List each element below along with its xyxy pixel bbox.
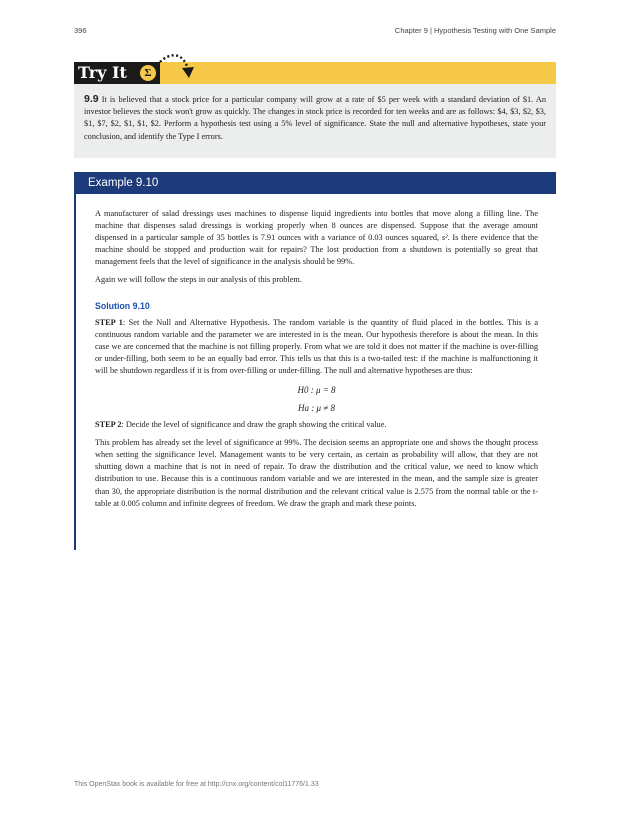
alternative-hypothesis: Ha : μ ≠ 8 xyxy=(298,403,335,414)
example-body xyxy=(74,194,556,550)
page-number: 396 xyxy=(74,26,87,35)
exercise-text: It is believed that a stock price for a particular company will grow at a rate of $5 per week with a standard deviation of $1. An investor believes the stock won't grow as quickly. The changes in stock price is recorded for ten weeks and are as follows: $4, $3, $2, $3, $1, $7, $2, $1, $1, $2. Perform a hypothesis test using a 5% level of significance. State the null and alternative hypotheses, state your conclusion, and identify the Type I errors. xyxy=(84,95,546,141)
chapter-heading xyxy=(395,26,556,35)
try-it-banner xyxy=(74,62,556,84)
step2-label: STEP 2 xyxy=(95,420,122,430)
example-title-bar xyxy=(74,172,556,194)
variance-symbol: s² xyxy=(441,233,448,243)
example-title: Example 9.10 xyxy=(88,177,159,189)
significance-paragraph: This problem has already set the level of significance at 99%. The decision seems an appropriate one and shows the thought process when setting the significance level. Management wants to be very certain, as certain as probability will allow, that they are not shutting down a machine that is not in need of repair. To draw the distribution and the critical value, we need to know which distribution to use. Because this is a continuous random variable and we are interested in the mean, and the sample size is greater than 30, the appropriate distribution is the normal distribution and the relevant critical value is 2.575 from the normal table or the t-table at 0.005 column and infinite degrees of freedom. We draw the graph and mark these points. xyxy=(95,438,538,508)
page-footer: This OpenStax book is available for free at http://cnx.org/content/col11776/1.33 xyxy=(74,781,319,788)
example-problem-paragraph: A manufacturer of salad dressings uses machines to dispense liquid ingredients into bottles that move along a filling line. The machine that dispenses salad dressings is working properly when 8 ounces are dispensed. Suppose that the average amount dispensed in a particular sample of 35 bottles is 7.91 ounces with a variance of 0.03 ounces squared, s². Is there evidence that the machine should be stopped and production wait for repairs? The lost production from a shutdown is potentially so great that management feels that the level of significance in the analysis should be 99%. xyxy=(95,209,538,267)
step1-label: STEP 1 xyxy=(95,317,123,327)
dotted-arrow-icon xyxy=(158,54,198,82)
null-hypothesis: H0 : μ = 8 xyxy=(297,385,336,396)
try-it-exercise xyxy=(74,84,556,158)
try-it-label: Try It xyxy=(74,62,160,84)
chapter-title: Hypothesis Testing with One Sample xyxy=(433,26,556,35)
chapter-prefix: Chapter 9 | xyxy=(394,26,434,35)
exercise-number: 9.9 xyxy=(84,93,99,105)
step1-paragraph: STEP 1: Set the Null and Alternative Hypothesis. The random variable is the quantity of fluid placed in the bottles. This is a continuous random variable and the parameter we are interested in is the mean. Our hypothesis therefore is about the mean. In this case we are concerned that the machine is not filling properly. From what we are told it does not matter if the machine is over-filling or under-filling, both seem to be an equally bad error. This tells us that this is a two-tailed test: if the machine is malfunctioning it will be shutdown regardless if it is from over-filling or under-filling. The null and alternative hypotheses are thus: xyxy=(95,317,538,375)
solution-title: Solution 9.10 xyxy=(95,300,150,311)
page-header xyxy=(74,26,556,38)
step2-paragraph: STEP 2: Decide the level of significance and draw the graph showing the critical value. xyxy=(95,420,387,430)
sigma-icon: Σ xyxy=(140,65,156,81)
example-intro-paragraph: Again we will follow the steps in our analysis of this problem. xyxy=(95,275,302,285)
